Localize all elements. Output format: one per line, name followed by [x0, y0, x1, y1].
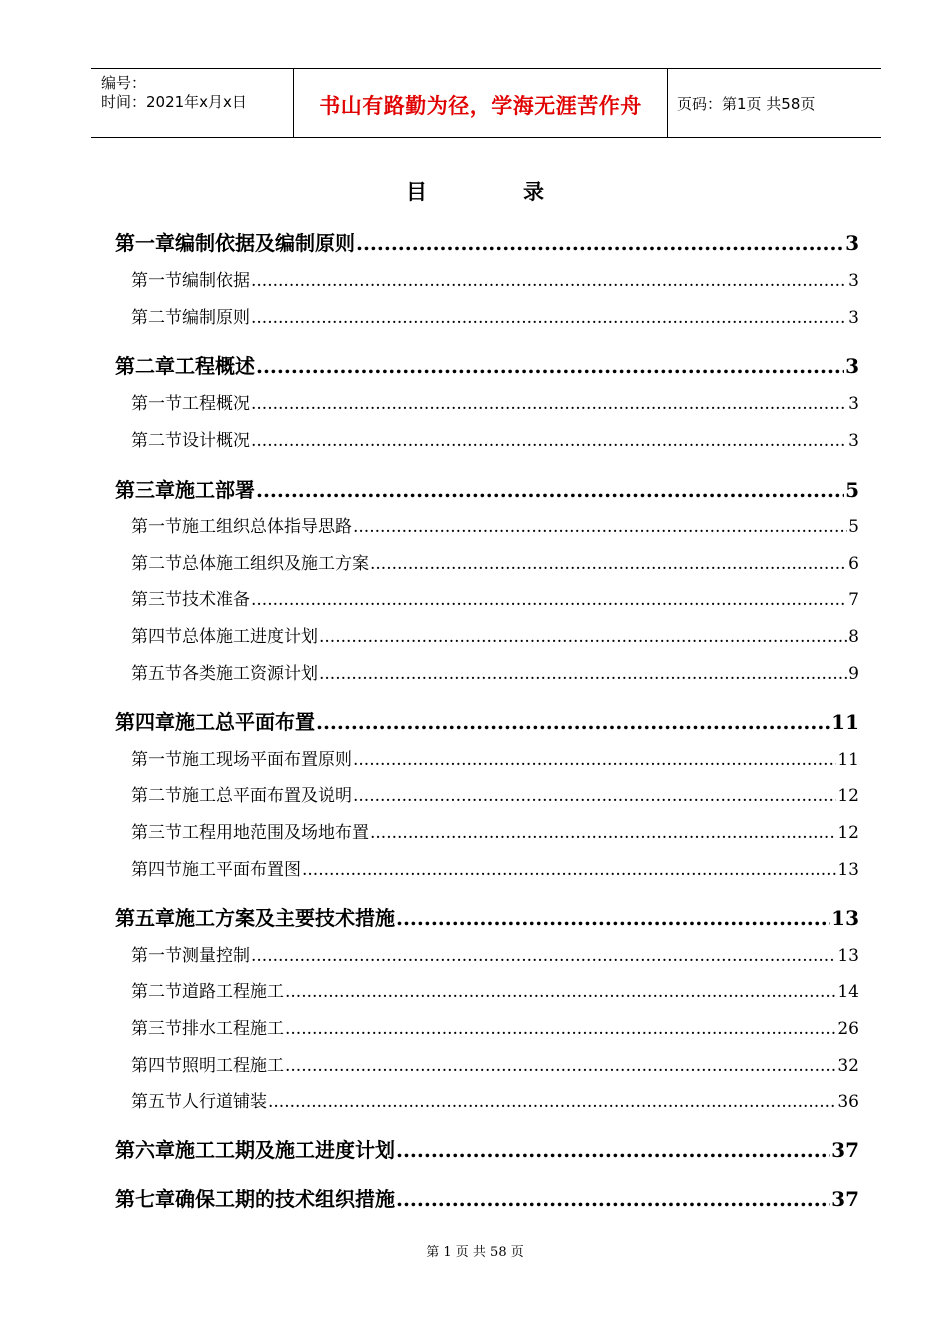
toc-chapter-title: 施工总平面布置	[175, 710, 315, 734]
toc-section[interactable]	[131, 389, 859, 414]
toc-section[interactable]	[131, 1051, 859, 1076]
toc-section-title: 设计概况	[182, 431, 250, 451]
toc-chapter-title: 施工方案及主要技术措施	[175, 906, 395, 930]
toc-chapter-number: 第一章	[115, 231, 175, 255]
toc-section-page: 26	[837, 1019, 859, 1039]
toc-section-number: 第四节	[131, 627, 182, 647]
toc-leader-dots	[353, 786, 836, 806]
toc-section-page: 7	[848, 590, 859, 610]
toc-chapter[interactable]	[115, 1134, 859, 1163]
toc-chapter-page: 11	[831, 710, 859, 734]
toc-section[interactable]	[131, 512, 859, 537]
toc-chapter-title: 确保工期的技术组织措施	[175, 1187, 395, 1211]
toc-section-title: 总体施工组织及施工方案	[182, 554, 369, 574]
toc-section-title: 人行道铺装	[182, 1092, 267, 1112]
toc-chapter-page: 3	[845, 231, 859, 255]
toc-section-number: 第一节	[131, 750, 182, 770]
toc-title-right: 录	[523, 179, 544, 204]
toc-chapter[interactable]	[115, 474, 859, 503]
toc-leader-dots	[396, 1138, 830, 1162]
toc-section[interactable]	[131, 977, 859, 1002]
toc-section-number: 第一节	[131, 517, 182, 537]
header-page-cell	[667, 69, 881, 137]
toc-section-title: 工程概况	[182, 394, 250, 414]
toc-section-page: 32	[837, 1056, 859, 1076]
toc-section-number: 第五节	[131, 1092, 182, 1112]
toc-section-number: 第一节	[131, 394, 182, 414]
toc-section-page: 14	[837, 982, 859, 1002]
toc-section-number: 第三节	[131, 590, 182, 610]
toc-section-number: 第二节	[131, 431, 182, 451]
toc-chapter-title: 工程概述	[175, 354, 255, 378]
toc-chapter[interactable]	[115, 350, 859, 379]
header-meta-cell	[91, 69, 293, 137]
header-motto-cell	[293, 69, 668, 137]
toc-chapter-number: 第二章	[115, 354, 175, 378]
toc-section-title: 道路工程施工	[182, 982, 284, 1002]
toc-leader-dots	[316, 710, 830, 734]
toc-section-title: 技术准备	[182, 590, 250, 610]
toc-section-title: 施工总平面布置及说明	[182, 786, 352, 806]
toc-section[interactable]	[131, 585, 859, 610]
toc-leader-dots	[353, 517, 847, 537]
toc-leader-dots	[251, 431, 847, 451]
page-footer: 第 1 页 共 58 页	[426, 1245, 524, 1260]
header-page-number: 页码：第1页 共58页	[677, 95, 816, 113]
toc-section-number: 第二节	[131, 308, 182, 328]
toc-title	[0, 176, 950, 206]
toc-chapter-number: 第六章	[115, 1138, 175, 1162]
toc-leader-dots	[302, 860, 836, 880]
toc-section-number: 第三节	[131, 1019, 182, 1039]
toc-section-title: 施工组织总体指导思路	[182, 517, 352, 537]
toc-chapter-title: 施工工期及施工进度计划	[175, 1138, 395, 1162]
toc-section[interactable]	[131, 303, 859, 328]
toc-leader-dots	[396, 906, 830, 930]
toc-section[interactable]	[131, 549, 859, 574]
toc-section-page: 8	[848, 627, 859, 647]
toc-section-title: 编制依据	[182, 271, 250, 291]
toc-section[interactable]	[131, 1014, 859, 1039]
toc-section-page: 5	[848, 517, 859, 537]
toc-section-number: 第一节	[131, 946, 182, 966]
toc-section-number: 第二节	[131, 554, 182, 574]
toc-section-page: 13	[837, 860, 859, 880]
toc-chapter[interactable]	[115, 902, 859, 931]
toc-section-number: 第四节	[131, 860, 182, 880]
toc-section[interactable]	[131, 941, 859, 966]
page-header	[91, 68, 881, 138]
toc-leader-dots	[319, 627, 847, 647]
toc-chapter-page: 5	[845, 478, 859, 502]
toc-chapter[interactable]	[115, 706, 859, 735]
toc-leader-dots	[370, 554, 847, 574]
toc-section[interactable]	[131, 745, 859, 770]
toc-leader-dots	[268, 1092, 836, 1112]
toc-leader-dots	[251, 946, 836, 966]
toc-leader-dots	[251, 308, 847, 328]
toc-section-page: 11	[837, 750, 859, 770]
toc-leader-dots	[285, 982, 836, 1002]
toc-section-title: 总体施工进度计划	[182, 627, 318, 647]
toc-section-page: 3	[848, 394, 859, 414]
toc-chapter-page: 3	[845, 354, 859, 378]
toc-title-left: 目	[406, 179, 427, 204]
toc-section-title: 测量控制	[182, 946, 250, 966]
toc-section-page: 3	[848, 431, 859, 451]
toc-section-page: 13	[837, 946, 859, 966]
toc-leader-dots	[251, 394, 847, 414]
toc-chapter-number: 第五章	[115, 906, 175, 930]
toc-chapter-number: 第七章	[115, 1187, 175, 1211]
toc-section-number: 第二节	[131, 982, 182, 1002]
toc-section-title: 编制原则	[182, 308, 250, 328]
toc-section-title: 排水工程施工	[182, 1019, 284, 1039]
toc-leader-dots	[251, 271, 847, 291]
toc-leader-dots	[256, 354, 844, 378]
toc-chapter[interactable]	[115, 1183, 859, 1212]
toc-section[interactable]	[131, 818, 859, 843]
toc-leader-dots	[356, 231, 844, 255]
toc-leader-dots	[256, 478, 844, 502]
toc-section-title: 工程用地范围及场地布置	[182, 823, 369, 843]
toc-chapter-page: 13	[831, 906, 859, 930]
toc-section-title: 施工现场平面布置原则	[182, 750, 352, 770]
toc-section[interactable]	[131, 855, 859, 880]
toc-section-page: 12	[837, 823, 859, 843]
toc-section[interactable]	[131, 266, 859, 291]
toc-chapter-title: 编制依据及编制原则	[175, 231, 355, 255]
toc-chapter-number: 第三章	[115, 478, 175, 502]
toc-leader-dots	[285, 1056, 836, 1076]
toc-section[interactable]	[131, 1087, 859, 1112]
toc-section-number: 第三节	[131, 823, 182, 843]
toc-leader-dots	[285, 1019, 836, 1039]
toc-section-page: 6	[848, 554, 859, 574]
document-time-label: 时间：2021年x月x日	[101, 93, 247, 111]
toc-section[interactable]	[131, 659, 859, 684]
toc-leader-dots	[251, 590, 847, 610]
toc-section-title: 各类施工资源计划	[182, 664, 318, 684]
toc-leader-dots	[319, 664, 847, 684]
header-motto: 书山有路勤为径，学海无涯苦作舟	[319, 93, 642, 118]
toc-section[interactable]	[131, 781, 859, 806]
toc-section-page: 3	[848, 271, 859, 291]
toc-chapter-page: 37	[831, 1138, 859, 1162]
toc-leader-dots	[370, 823, 836, 843]
toc-section-page: 12	[837, 786, 859, 806]
toc-section-page: 3	[848, 308, 859, 328]
toc-leader-dots	[396, 1187, 830, 1211]
document-code-label: 编号：	[101, 74, 147, 92]
toc-section[interactable]	[131, 426, 859, 451]
toc-chapter-number: 第四章	[115, 710, 175, 734]
toc-section-title: 施工平面布置图	[182, 860, 301, 880]
toc-chapter-title: 施工部署	[175, 478, 255, 502]
toc-section-page: 36	[837, 1092, 859, 1112]
toc-section-title: 照明工程施工	[182, 1056, 284, 1076]
toc-section-number: 第四节	[131, 1056, 182, 1076]
toc-section-number: 第二节	[131, 786, 182, 806]
toc-section-number: 第五节	[131, 664, 182, 684]
toc-section-page: 9	[848, 664, 859, 684]
toc-leader-dots	[353, 750, 836, 770]
toc-section-number: 第一节	[131, 271, 182, 291]
toc-chapter[interactable]	[115, 227, 859, 256]
toc-section[interactable]	[131, 622, 859, 647]
toc-chapter-page: 37	[831, 1187, 859, 1211]
